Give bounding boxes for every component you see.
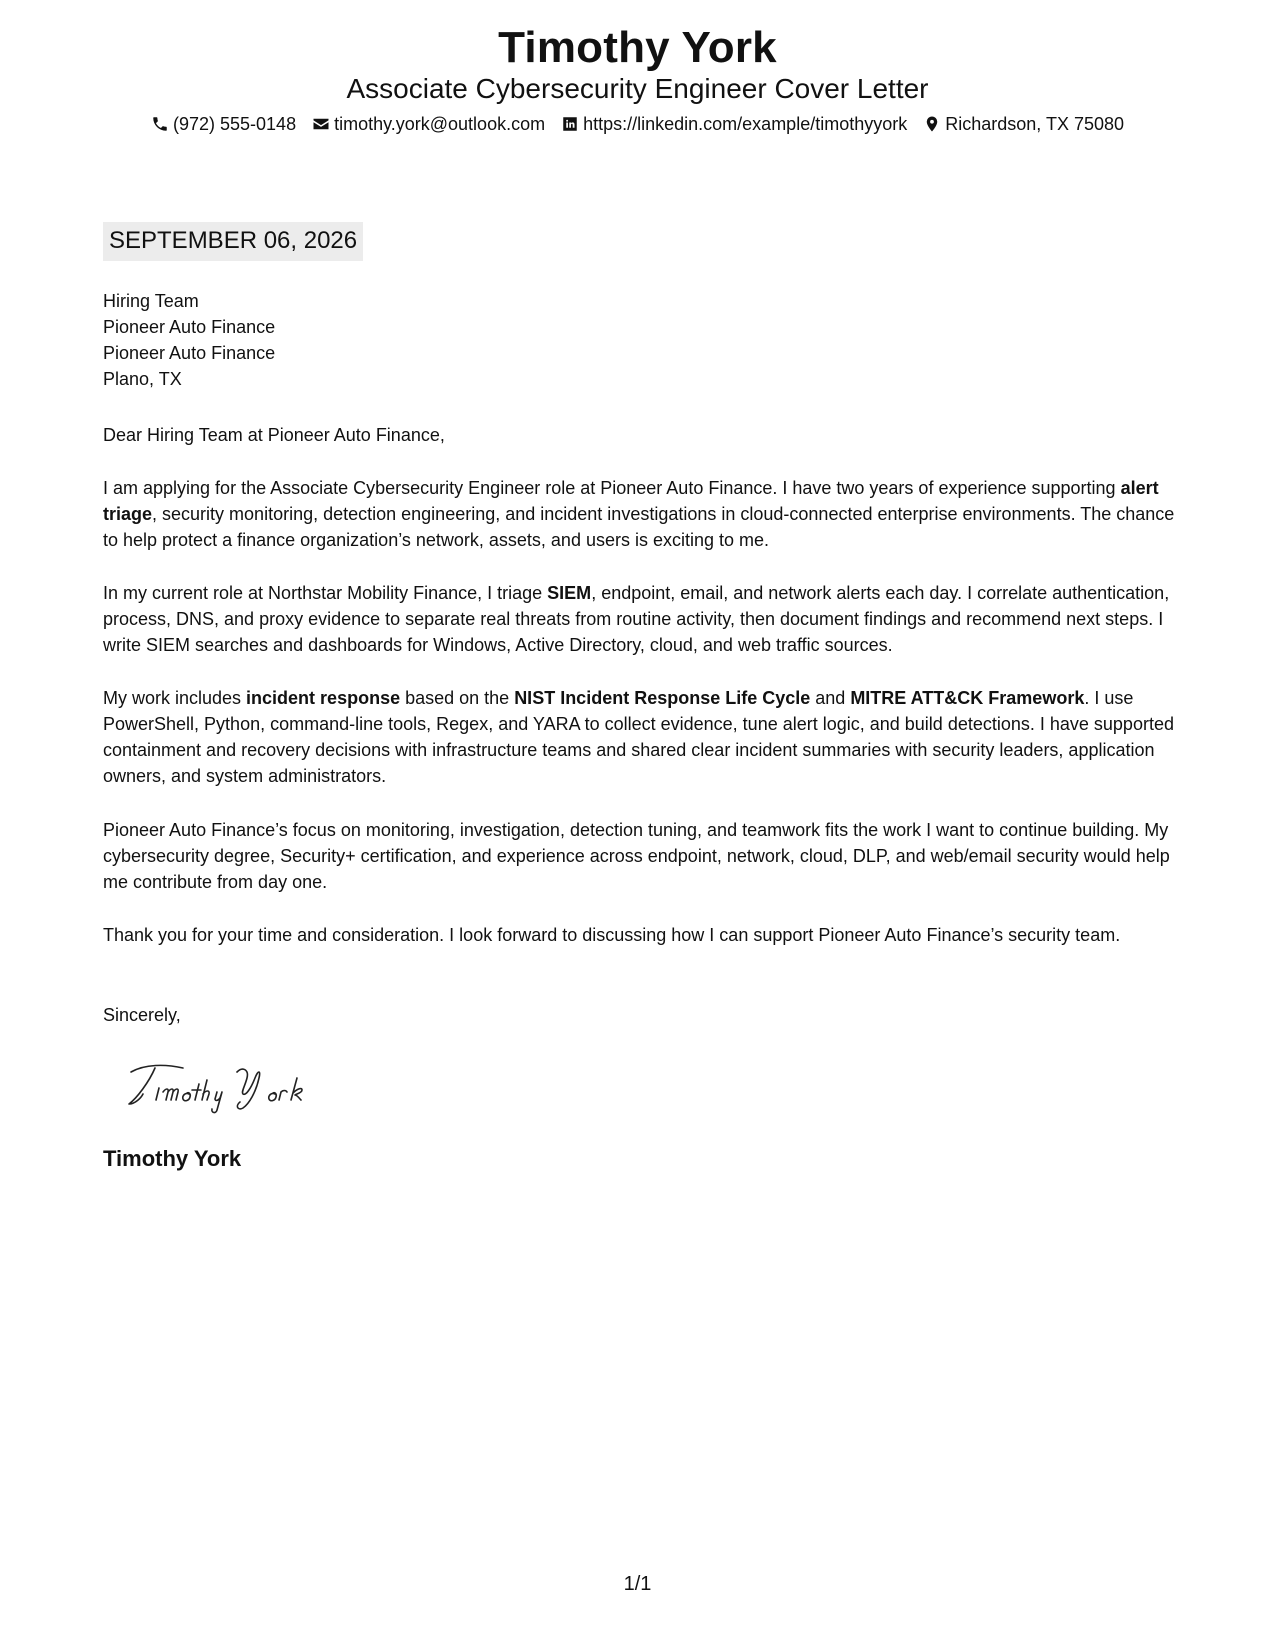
paragraph-text: I am applying for the Associate Cybersecurity Engineer role at Pioneer Auto Finance. I have two years of experience supporting xyxy=(103,478,1121,498)
paragraph-emphasis: SIEM xyxy=(547,583,592,603)
paragraph-current-role xyxy=(103,580,1183,658)
paragraph-intro xyxy=(103,475,1183,553)
document-title: Associate Cybersecurity Engineer Cover Letter xyxy=(346,73,929,104)
paragraph-emphasis: MITRE ATT&CK Framework xyxy=(850,688,1085,708)
handwritten-signature xyxy=(125,1058,355,1118)
phone-text: (972) 555-0148 xyxy=(172,114,297,134)
paragraph-text: , endpoint, email, and network alerts each day. I correlate authentication, process, DNS, and proxy evidence to separate real threats from routine activity, then document findings and recommend next steps. I write SIEM searches and dashboards for Windows, Active Directory, cloud, and web traffic sources. xyxy=(103,583,1170,655)
contact-linkedin[interactable] xyxy=(561,112,907,136)
contact-location xyxy=(923,112,1124,136)
paragraph-thanks: Thank you for your time and consideration. I look forward to discussing how I can support Pioneer Auto Finance’s security team. xyxy=(103,925,1121,945)
paragraph-text: , security monitoring, detection engineering, and incident investigations in cloud-connected enterprise environments. The chance to help protect a finance organization’s network, assets, and users is exciting to me. xyxy=(103,504,1175,550)
letter-date: SEPTEMBER 06, 2026 xyxy=(103,222,363,261)
contact-email[interactable] xyxy=(312,112,545,136)
signer-name: Timothy York xyxy=(103,1146,242,1171)
paragraph-text: . I use PowerShell, Python, command-line tools, Regex, and YARA to collect evidence, tune alert logic, and build detections. I have supported containment and recovery decisions with infrastructure teams and shared clear incident summaries with security leaders, application owners, and system administrators. xyxy=(103,688,1174,786)
recipient-line: Plano, TX xyxy=(103,369,182,389)
location-text: Richardson, TX 75080 xyxy=(945,114,1125,134)
paragraph-emphasis: incident response xyxy=(246,688,401,708)
phone-icon xyxy=(151,115,169,133)
paragraph-text: based on the xyxy=(400,688,515,708)
salutation: Dear Hiring Team at Pioneer Auto Finance, xyxy=(103,425,445,445)
linkedin-link[interactable]: https://linkedin.com/example/timothyyork xyxy=(583,114,908,134)
map-pin-icon xyxy=(923,115,941,133)
recipient-line: Pioneer Auto Finance xyxy=(103,317,276,337)
recipient-line: Hiring Team xyxy=(103,291,199,311)
email-link[interactable]: timothy.york@outlook.com xyxy=(334,114,546,134)
linkedin-icon xyxy=(561,115,579,133)
paragraph-emphasis: alert triage xyxy=(103,478,1159,524)
paragraph-fit: Pioneer Auto Finance’s focus on monitoring, investigation, detection tuning, and teamwork fits the work I want to continue building. My cybersecurity degree, Security+ certification, and experience across endpoint, network, cloud, DLP, and web/email security would help me contribute from day one. xyxy=(103,820,1170,892)
paragraph-experience xyxy=(103,685,1183,789)
page-number: 1/1 xyxy=(623,1573,652,1595)
closing: Sincerely, xyxy=(103,1005,181,1025)
paragraph-text: My work includes xyxy=(103,688,247,708)
envelope-icon xyxy=(312,115,330,133)
paragraph-emphasis: NIST Incident Response Life Cycle xyxy=(514,688,811,708)
recipient-block xyxy=(103,288,1183,392)
paragraph-text: and xyxy=(810,688,851,708)
contact-bar xyxy=(0,112,1275,136)
applicant-name: Timothy York xyxy=(498,23,777,72)
recipient-line: Pioneer Auto Finance xyxy=(103,343,276,363)
paragraph-text: In my current role at Northstar Mobility Finance, I triage xyxy=(103,583,548,603)
contact-phone xyxy=(151,112,296,136)
